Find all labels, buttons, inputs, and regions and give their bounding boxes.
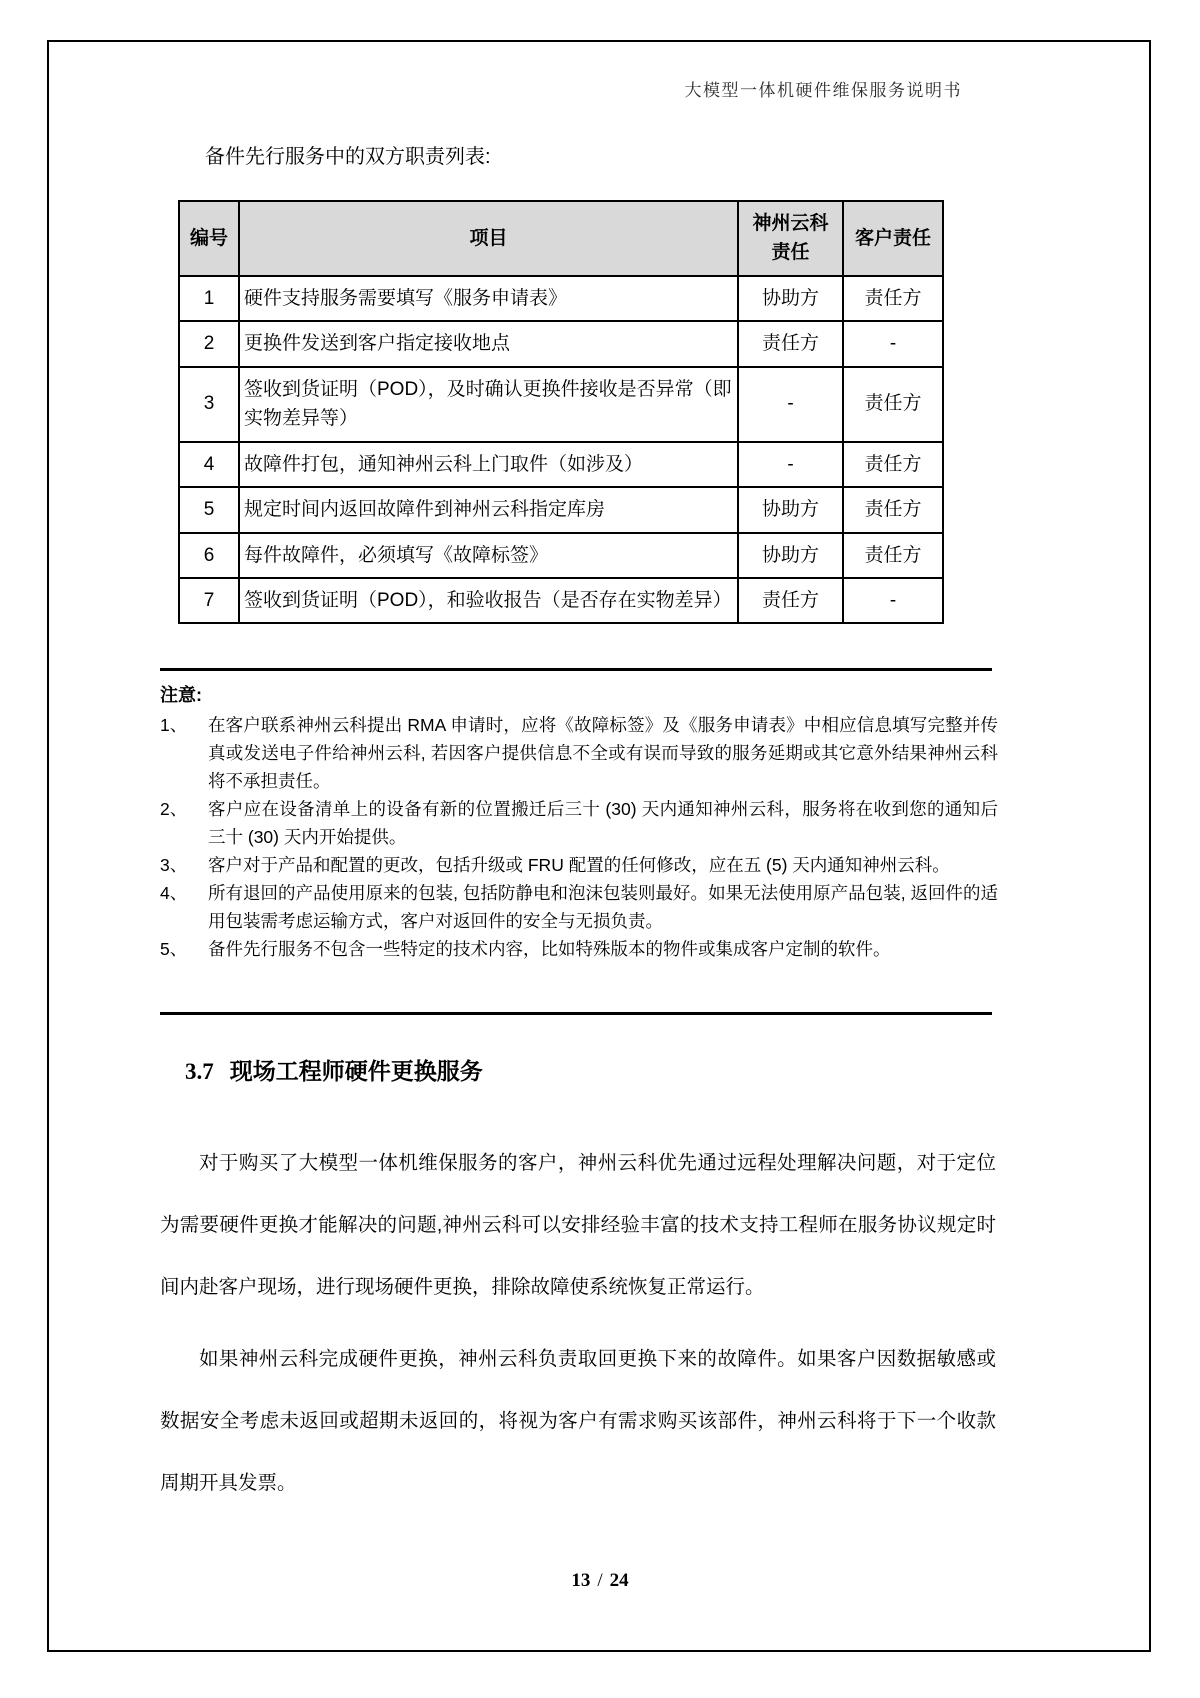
note-text: 所有退回的产品使用原来的包装, 包括防静电和泡沫包装则最好。如果无法使用原产品包装, 返回件的适用包装需考虑运输方式，客户对返回件的安全与无损负责。 <box>208 883 998 931</box>
body-paragraph: 如果神州云科完成硬件更换，神州云科负责取回更换下来的故障件。如果客户因数据敏感或数据安全考虑未返回或超期未返回的，将视为客户有需求购买该部件，神州云科将于下一个收款周期开具发票。 <box>160 1348 996 1494</box>
document-header-title: 大模型一体机硬件维保服务说明书 <box>684 81 962 100</box>
note-text: 客户应在设备清单上的设备有新的位置搬迁后三十 (30) 天内通知神州云科，服务将在收到您的通知后三十 (30) 天内开始提供。 <box>208 799 998 847</box>
notes-top-divider <box>160 668 992 671</box>
table-row <box>179 442 943 487</box>
list-item <box>160 851 998 879</box>
table-intro-text: 备件先行服务中的双方职责列表: <box>205 146 491 168</box>
table-row <box>179 321 943 366</box>
total-page-number: 24 <box>609 1570 629 1591</box>
note-number: 2、 <box>160 799 188 819</box>
row-number: 3 <box>179 367 239 442</box>
col-header-customer: 客户责任 <box>843 201 943 276</box>
row-vendor-resp: 协助方 <box>738 533 843 578</box>
row-item: 硬件支持服务需要填写《服务申请表》 <box>239 276 738 321</box>
row-item: 故障件打包，通知神州云科上门取件（如涉及） <box>239 442 738 487</box>
row-customer-resp: - <box>843 578 943 623</box>
list-item <box>160 795 998 851</box>
col-header-number: 编号 <box>179 201 239 276</box>
row-customer-resp: 责任方 <box>843 367 943 442</box>
row-item: 更换件发送到客户指定接收地点 <box>239 321 738 366</box>
note-number: 5、 <box>160 939 188 959</box>
note-text: 在客户联系神州云科提出 RMA 申请时，应将《故障标签》及《服务申请表》中相应信息填写完整并传真或发送电子件给神州云科, 若因客户提供信息不全或有误而导致的服务延期或其它意外结果神州云科将不承担责任。 <box>208 715 998 791</box>
row-customer-resp: 责任方 <box>843 442 943 487</box>
table-row <box>179 367 943 442</box>
row-customer-resp: 责任方 <box>843 533 943 578</box>
row-item: 签收到货证明（POD），和验收报告（是否存在实物差异） <box>239 578 738 623</box>
row-number: 7 <box>179 578 239 623</box>
current-page-number: 13 <box>571 1570 591 1591</box>
table-row <box>179 487 943 532</box>
page-number-separator: / <box>597 1570 603 1591</box>
note-text: 客户对于产品和配置的更改，包括升级或 FRU 配置的任何修改，应在五 (5) 天内通知神州云科。 <box>208 855 950 875</box>
section-number: 3.7 <box>185 1059 214 1084</box>
row-number: 2 <box>179 321 239 366</box>
note-number: 3、 <box>160 855 188 875</box>
row-number: 6 <box>179 533 239 578</box>
responsibility-table-wrap <box>178 200 942 624</box>
col-header-vendor-line1: 神州云科 <box>752 213 829 234</box>
responsibility-table <box>178 200 944 624</box>
row-vendor-resp: 责任方 <box>738 578 843 623</box>
section-top-divider <box>160 1012 992 1015</box>
row-customer-resp: 责任方 <box>843 276 943 321</box>
table-row <box>179 533 943 578</box>
row-number: 1 <box>179 276 239 321</box>
note-text: 备件先行服务不包含一些特定的技术内容，比如特殊版本的物件或集成客户定制的软件。 <box>208 939 891 959</box>
col-header-item: 项目 <box>239 201 738 276</box>
row-customer-resp: 责任方 <box>843 487 943 532</box>
row-vendor-resp: 责任方 <box>738 321 843 366</box>
notes-label: 注意: <box>160 685 202 705</box>
table-header-row <box>179 201 943 276</box>
row-vendor-resp: - <box>738 367 843 442</box>
note-number: 1、 <box>160 715 188 735</box>
section-heading <box>185 1053 483 1086</box>
row-item: 签收到货证明（POD），及时确认更换件接收是否异常（即实物差异等） <box>239 367 738 442</box>
row-number: 5 <box>179 487 239 532</box>
list-item <box>160 935 998 963</box>
list-item <box>160 879 998 935</box>
col-header-vendor <box>738 201 843 276</box>
row-customer-resp: - <box>843 321 943 366</box>
note-number: 4、 <box>160 883 188 903</box>
body-paragraph: 对于购买了大模型一体机维保服务的客户，神州云科优先通过远程处理解决问题，对于定位为需要硬件更换才能解决的问题,神州云科可以安排经验丰富的技术支持工程师在服务协议规定时间内赴客户现场，进行现场硬件更换，排除故障使系统恢复正常运行。 <box>160 1152 996 1298</box>
notes-list <box>160 711 998 963</box>
row-item: 规定时间内返回故障件到神州云科指定库房 <box>239 487 738 532</box>
page-number-footer <box>0 1570 1200 1592</box>
list-item <box>160 711 998 795</box>
row-vendor-resp: 协助方 <box>738 487 843 532</box>
row-item: 每件故障件，必须填写《故障标签》 <box>239 533 738 578</box>
col-header-vendor-line2: 责任 <box>771 242 810 264</box>
section-title: 现场工程师硬件更换服务 <box>229 1058 483 1084</box>
row-number: 4 <box>179 442 239 487</box>
table-row <box>179 578 943 623</box>
row-vendor-resp: - <box>738 442 843 487</box>
row-vendor-resp: 协助方 <box>738 276 843 321</box>
table-row <box>179 276 943 321</box>
